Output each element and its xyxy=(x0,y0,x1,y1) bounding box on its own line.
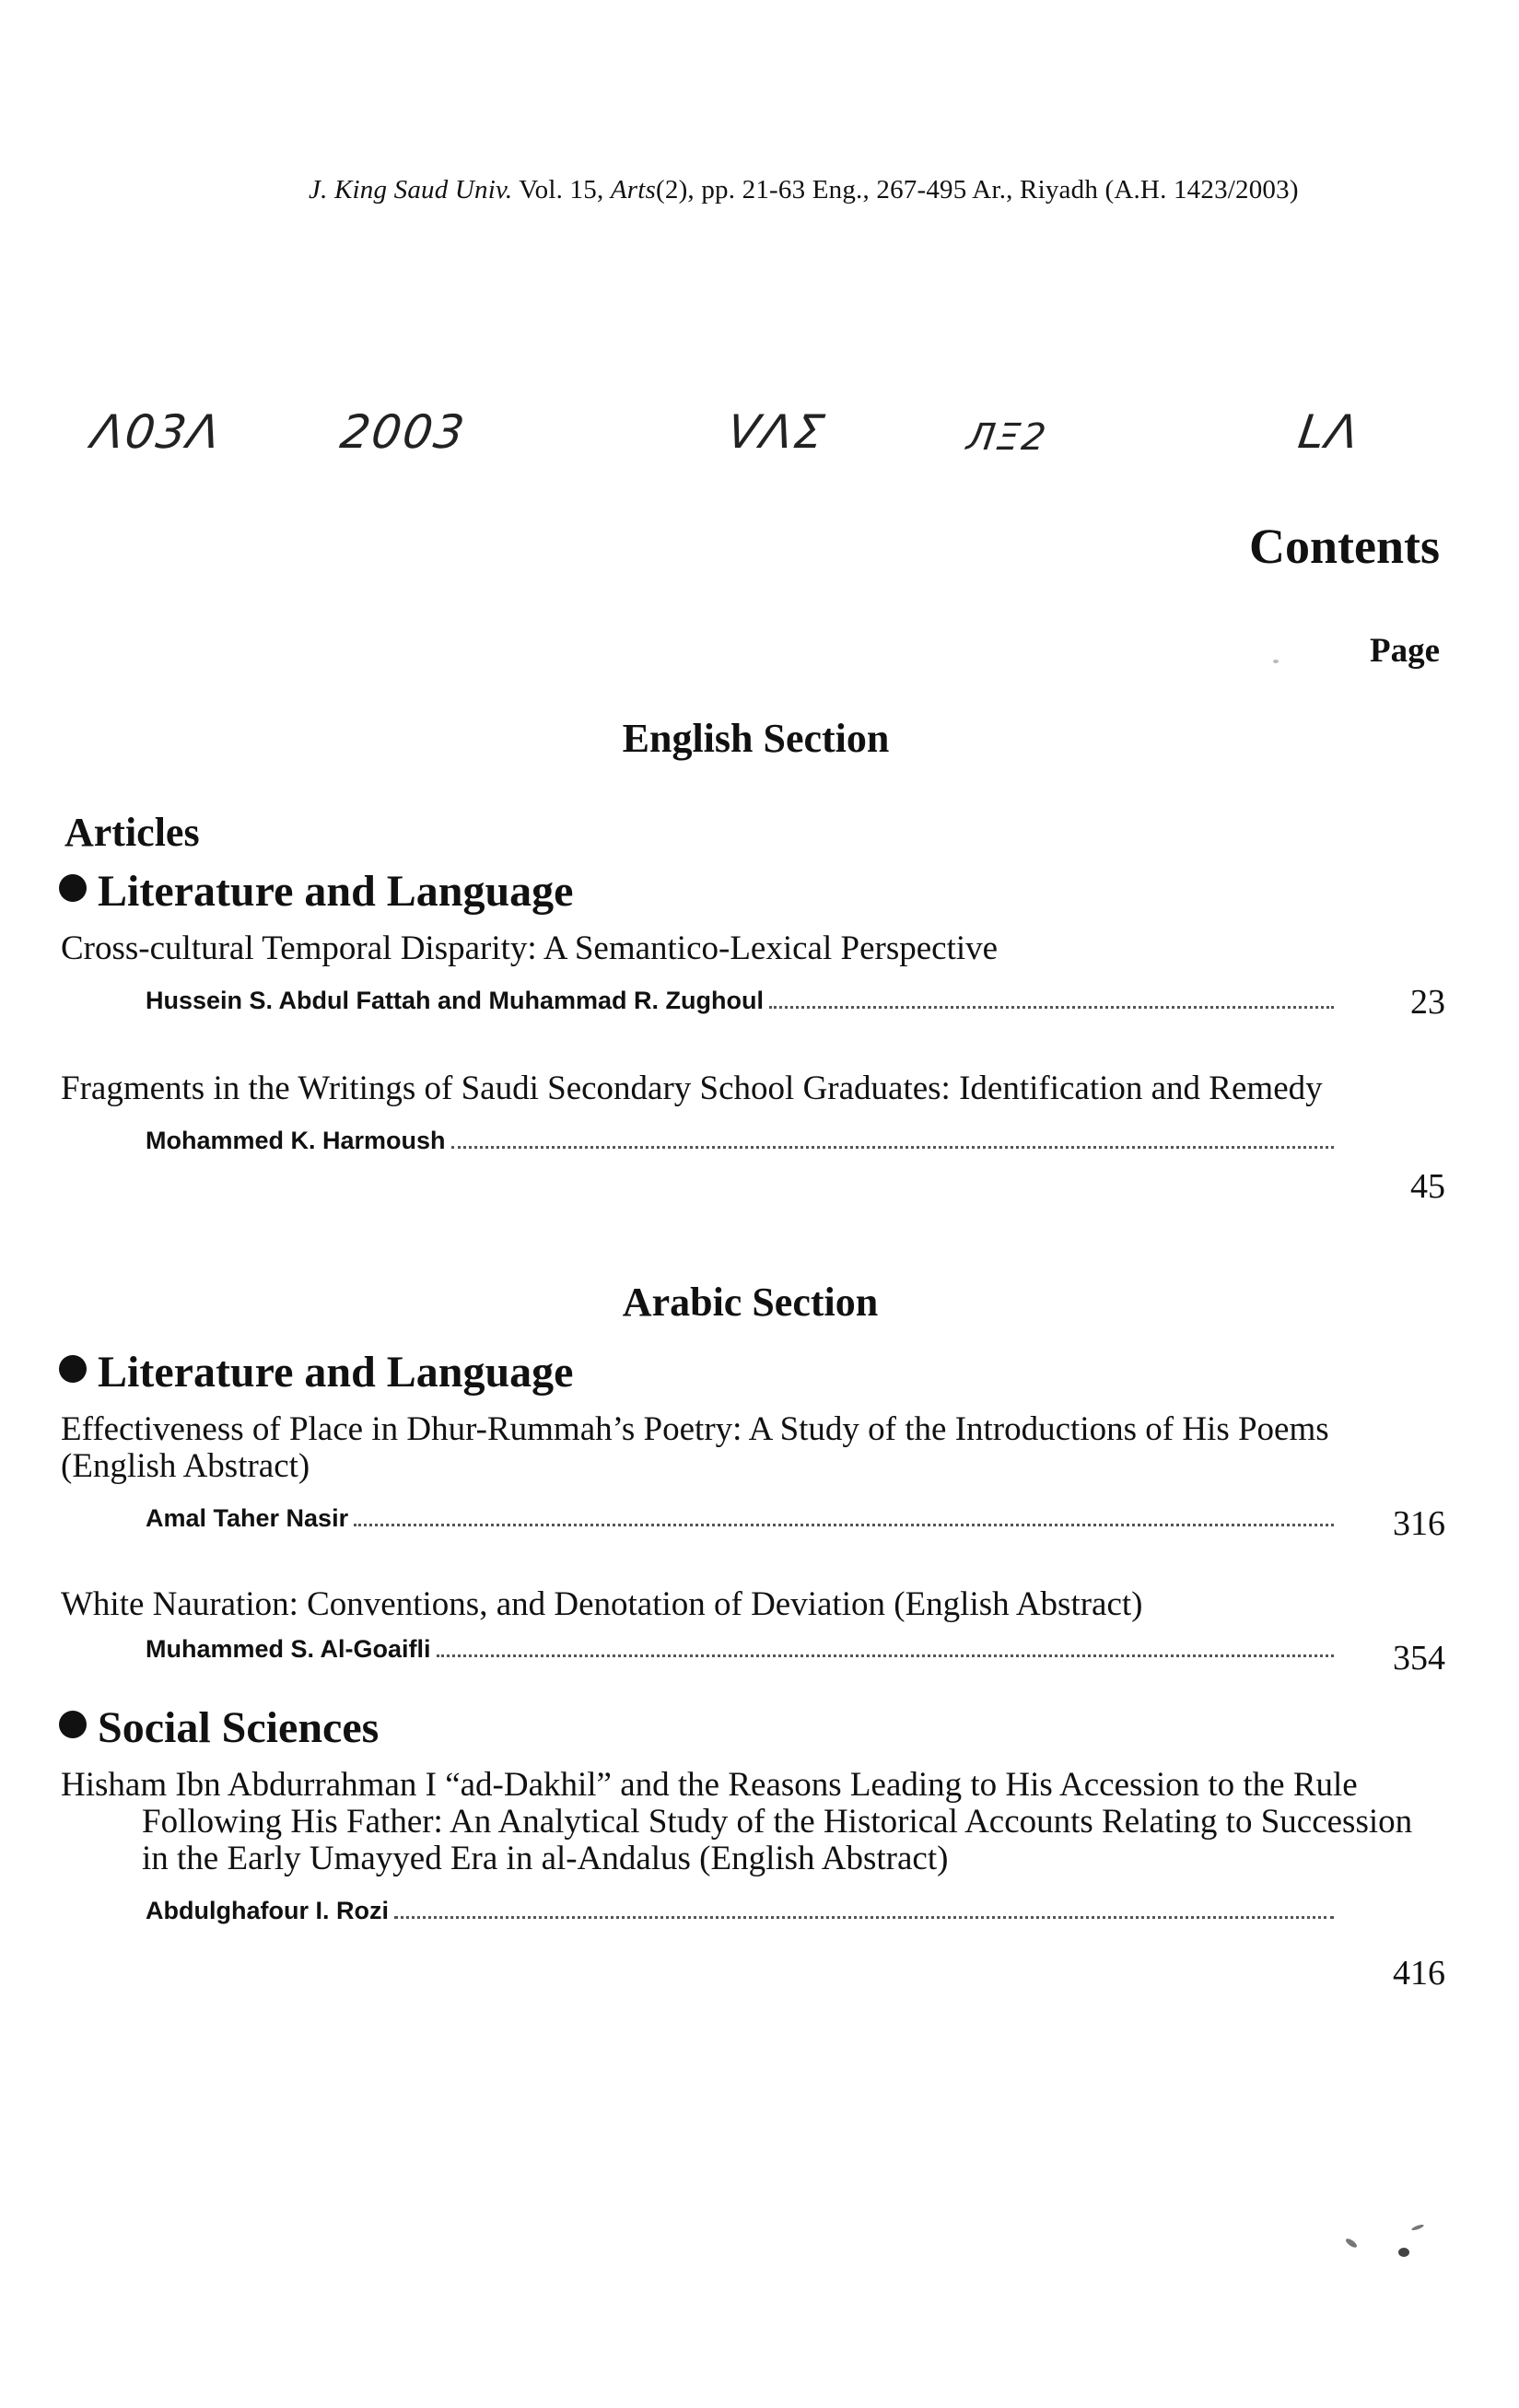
entry-author: Abdulghafour I. Rozi xyxy=(146,1897,389,1924)
bullet-icon xyxy=(59,1711,87,1738)
bullet-icon xyxy=(59,1355,87,1383)
english-section-title: English Section xyxy=(622,716,890,761)
handwritten-note-2: 2003 xyxy=(336,405,470,459)
scan-speck xyxy=(1411,2224,1425,2232)
entry-title: White Nauration: Conventions, and Denotation of Deviation (English Abstract) xyxy=(61,1585,1143,1623)
entry-author: Hussein S. Abdul Fattah and Muhammad R. Zughoul xyxy=(146,987,765,1014)
category-label: Literature and Language xyxy=(98,867,574,916)
handwritten-note-1: Λ03Λ xyxy=(88,405,226,459)
bullet-icon xyxy=(59,874,87,902)
toc-entry xyxy=(61,1070,1433,1155)
dot-leader xyxy=(354,1524,1334,1526)
articles-label: Articles xyxy=(64,810,200,855)
dot-leader xyxy=(451,1146,1334,1149)
handwritten-note-5: LΛ xyxy=(1294,405,1364,459)
dot-leader xyxy=(437,1654,1334,1657)
entry-title: Effectiveness of Place in Dhur-Rummah’s Poetry: A Study of the Introductions of His Poems (English Abstract) xyxy=(61,1410,1329,1485)
scan-speck xyxy=(1398,2248,1409,2257)
entry-page-number: 23 xyxy=(1410,983,1445,1022)
arabic-category-heading xyxy=(59,1347,573,1397)
dot-leader xyxy=(769,1006,1334,1009)
entry-author: Amal Taher Nasir xyxy=(146,1504,349,1532)
journal-arts: Arts xyxy=(610,175,657,205)
arabic-section-title: Arabic Section xyxy=(622,1280,879,1325)
entry-author: Mohammed K. Harmoush xyxy=(146,1127,446,1154)
entry-title: Fragments in the Writings of Saudi Secondary School Graduates: Identification and Remedy xyxy=(61,1070,1323,1107)
dot-leader xyxy=(394,1916,1334,1919)
handwritten-note-3: VΛΣ xyxy=(723,405,830,459)
author-line xyxy=(146,1890,1334,1925)
contents-title: Contents xyxy=(1248,519,1440,574)
toc-entry xyxy=(61,930,1433,1015)
journal-name: J. King Saud Univ. xyxy=(309,175,513,205)
journal-details: (2), pp. 21-63 Eng., 267-495 Ar., Riyadh (A.H. 1423/2003) xyxy=(656,175,1299,205)
author-line xyxy=(146,980,1334,1015)
social-sciences-heading xyxy=(59,1702,379,1753)
entry-author: Muhammed S. Al-Goaifli xyxy=(146,1635,431,1663)
author-line xyxy=(146,1498,1334,1533)
toc-entry xyxy=(61,1586,1433,1664)
scan-speck xyxy=(1345,2238,1359,2250)
entry-page-number: 45 xyxy=(1410,1167,1445,1206)
author-line xyxy=(146,1120,1334,1155)
toc-entry xyxy=(61,1411,1433,1533)
toc-entry xyxy=(61,1767,1433,1925)
entry-page-number: 416 xyxy=(1393,1954,1445,1993)
english-category-heading xyxy=(59,866,573,917)
journal-volume: Vol. 15, xyxy=(519,175,604,205)
journal-header xyxy=(309,175,1469,205)
handwritten-note-4: ЛΞ2 xyxy=(964,416,1051,459)
page-column-label: Page xyxy=(1369,632,1440,670)
entry-page-number: 354 xyxy=(1393,1639,1445,1677)
entry-title: Cross-cultural Temporal Disparity: A Semantico-Lexical Perspective xyxy=(61,929,999,967)
entry-page-number: 316 xyxy=(1393,1504,1445,1543)
scan-speck xyxy=(1273,660,1279,663)
category-label: Social Sciences xyxy=(98,1703,380,1752)
entry-title: Hisham Ibn Abdurrahman I “ad-Dakhil” and the Reasons Leading to His Accession to the Rule Following His Father: An Analytical Study of the Historical Accounts Relating to Succession in the Early Umayyed Era in al-Andalus (English Abstract) xyxy=(61,1766,1413,1877)
author-line xyxy=(146,1629,1334,1664)
category-label: Literature and Language xyxy=(98,1348,574,1397)
